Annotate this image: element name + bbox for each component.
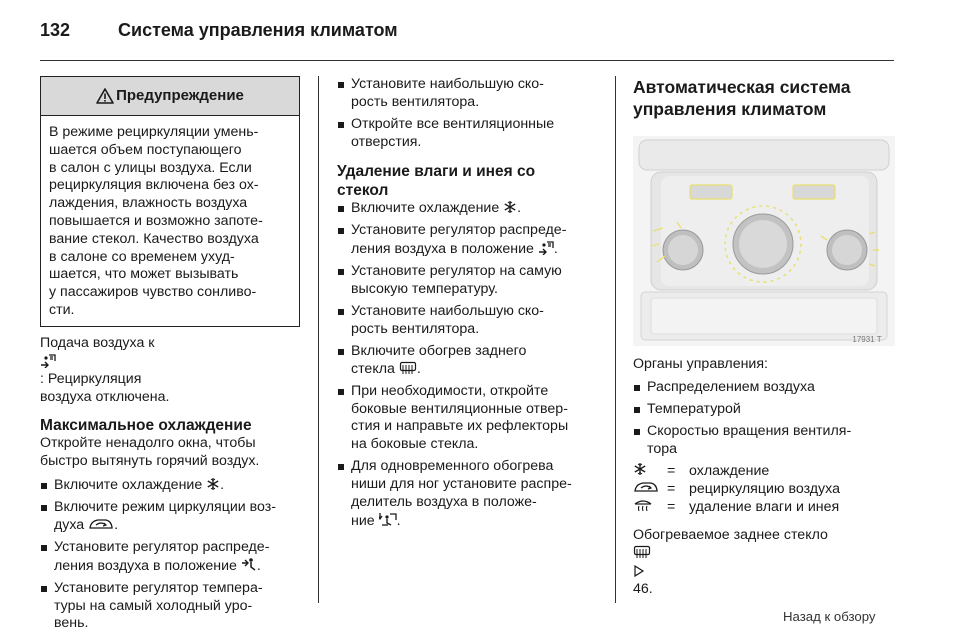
air-distribution-floor-windshield-icon bbox=[379, 512, 397, 527]
text-line: рециркуляция включена без ох- bbox=[49, 177, 259, 194]
list-item bbox=[633, 401, 895, 419]
page-title: Система управления климатом bbox=[118, 20, 398, 40]
legend-row bbox=[633, 481, 895, 499]
list-item bbox=[337, 76, 603, 112]
list-item bbox=[337, 263, 603, 299]
text-line: шается, что может вызывать bbox=[49, 266, 239, 283]
text-segment: ления воздуха в положение bbox=[54, 557, 241, 574]
list-item bbox=[337, 116, 603, 152]
text-segment: стекла bbox=[351, 360, 399, 377]
text-segment: Включите охлаждение bbox=[351, 199, 504, 216]
heading-line: Удаление влаги и инея со bbox=[337, 162, 536, 180]
list-item bbox=[40, 580, 304, 633]
legend-row bbox=[633, 463, 895, 481]
controls-label bbox=[633, 356, 895, 374]
recirculation-icon bbox=[88, 517, 114, 531]
text-line: повышается и возможно запоте- bbox=[49, 212, 263, 229]
text-line: Температурой bbox=[647, 400, 741, 417]
text-segment: духа bbox=[54, 516, 89, 533]
text-line: Распределением воздуха bbox=[647, 378, 815, 395]
list-item bbox=[633, 423, 895, 459]
text-line: Включите обогрев заднего bbox=[351, 342, 527, 359]
text-line: Установите регулятор распреде- bbox=[54, 538, 270, 555]
climate-control-panel-photo bbox=[633, 136, 895, 346]
warning-title: Предупреждение bbox=[116, 87, 244, 105]
text-segment: ние bbox=[351, 512, 379, 529]
text-line: рость вентилятора. bbox=[351, 93, 480, 110]
heading-line: Автоматическая система bbox=[633, 77, 851, 97]
rear-window-heater-icon bbox=[633, 545, 651, 559]
list-item: Включите режим циркуляции воз- духа . bbox=[40, 499, 304, 535]
text-line: высокую температуру. bbox=[351, 280, 498, 297]
text-line: При необходимости, откройте bbox=[351, 382, 549, 399]
air-distribution-face-icon bbox=[241, 557, 257, 572]
rear-window-heater-icon bbox=[399, 361, 417, 375]
max-cooling-heading: Максимальное охлаждение bbox=[40, 416, 252, 434]
text-line: Откройте все вентиляционные bbox=[351, 115, 555, 132]
controls-list bbox=[633, 379, 895, 459]
text-line: стия и направьте их рефлекторы bbox=[351, 418, 569, 435]
list-item: Включите охлаждение . bbox=[40, 477, 304, 495]
text-line: у пассажиров чувство сонливо- bbox=[49, 284, 257, 301]
column-divider bbox=[615, 76, 616, 603]
text-line: отверстия. bbox=[351, 133, 422, 150]
symbol-legend bbox=[633, 463, 895, 517]
text-line: боковые вентиляционные отвер- bbox=[351, 400, 568, 417]
heading-line: управления климатом bbox=[633, 99, 827, 119]
text-line: Органы управления: bbox=[633, 356, 768, 372]
list-item: Включите охлаждение . bbox=[337, 200, 603, 218]
text-line: Установите наибольшую ско- bbox=[351, 76, 544, 92]
text-line: вание стекол. Качество воздуха bbox=[49, 230, 259, 247]
text-line: шается объем поступающего bbox=[49, 141, 242, 158]
list-item bbox=[633, 379, 895, 397]
list-item: Установите регулятор распреде- ления воздуха в положение . bbox=[337, 222, 603, 259]
snowflake-icon bbox=[206, 477, 220, 491]
text-line: Скоростью вращения вентиля- bbox=[647, 423, 852, 440]
reference-arrow-icon bbox=[633, 565, 645, 577]
text-line: воздуха отключена. bbox=[40, 389, 170, 406]
text-line: сти. bbox=[49, 301, 75, 318]
recirculation-icon bbox=[633, 480, 659, 494]
legend-text: рециркуляцию воздуха bbox=[689, 481, 840, 498]
snowflake-icon bbox=[633, 462, 647, 476]
list-item bbox=[337, 383, 603, 454]
air-supply-note bbox=[40, 335, 304, 407]
text-line: рость вентилятора. bbox=[351, 320, 480, 337]
text-line: Установите регулятор распреде- bbox=[351, 221, 567, 238]
legend-text: удаление влаги и инея bbox=[689, 499, 840, 516]
text-line: лаждения, влажность воздуха bbox=[49, 195, 248, 212]
air-distribution-windshield-icon bbox=[40, 353, 56, 368]
warning-triangle-icon bbox=[96, 88, 114, 104]
warning-box bbox=[40, 76, 300, 327]
defog-heading bbox=[337, 162, 603, 200]
text-line: ниши для ног установите распре- bbox=[351, 476, 572, 493]
page-reference[interactable] bbox=[633, 563, 895, 599]
text-segment: ления воздуха в положение bbox=[351, 240, 538, 257]
header-divider bbox=[40, 60, 894, 61]
column-3 bbox=[633, 76, 895, 598]
text-line: в салоне со временем ухуд- bbox=[49, 248, 235, 265]
text-segment: Подача воздуха к bbox=[40, 334, 155, 351]
air-distribution-windshield-icon bbox=[538, 240, 554, 255]
rear-window-note bbox=[633, 527, 895, 598]
max-cooling-intro bbox=[40, 435, 304, 471]
list-item: Для одновременного обогрева ниши для ног установите распре- делитель воздуха в положе- ние . bbox=[337, 458, 603, 530]
photo-code: 17931 T bbox=[852, 335, 882, 344]
text-line: в салон с улицы воздуха. Если bbox=[49, 159, 252, 176]
heading-line: стекол bbox=[337, 181, 389, 199]
legend-text: охлаждение bbox=[689, 463, 770, 480]
list-item bbox=[337, 303, 603, 339]
text-segment: : Рециркуляция bbox=[40, 371, 142, 388]
text-line: быстро вытянуть горячий воздух. bbox=[40, 452, 260, 469]
legend-row bbox=[633, 499, 895, 517]
text-line: на боковые стекла. bbox=[351, 436, 479, 453]
text-line: Откройте ненадолго окна, чтобы bbox=[40, 434, 256, 451]
section-heading bbox=[633, 76, 895, 120]
text-line: В режиме рециркуляции умень- bbox=[49, 124, 259, 140]
legend-equals: = bbox=[667, 499, 676, 516]
legend-equals: = bbox=[667, 481, 676, 498]
text-line: туры на самый холодный уро- bbox=[54, 597, 253, 614]
max-cooling-steps bbox=[40, 477, 304, 634]
reference-page-number: 46. bbox=[633, 580, 653, 597]
text-line: вень. bbox=[54, 615, 89, 632]
text-line: тора bbox=[647, 440, 678, 457]
snowflake-icon bbox=[503, 200, 517, 214]
page-number: 132 bbox=[40, 20, 71, 40]
warning-text bbox=[41, 116, 299, 326]
text-line: Включите режим циркуляции воз- bbox=[54, 498, 276, 515]
warning-header bbox=[41, 77, 299, 116]
defrost-icon bbox=[633, 498, 653, 512]
text-segment: Включите охлаждение bbox=[54, 476, 207, 493]
list-item: Включите обогрев заднего стекла . bbox=[337, 343, 603, 379]
max-cooling-steps-cont bbox=[337, 76, 603, 152]
text-line: делитель воздуха в положе- bbox=[351, 493, 537, 510]
defog-steps bbox=[337, 200, 603, 531]
list-item: Установите регулятор распреде- ления воздуха в положение . bbox=[40, 539, 304, 576]
column-1 bbox=[40, 76, 304, 637]
text-line: Установите регулятор темпера- bbox=[54, 579, 263, 596]
text-segment: Обогреваемое заднее стекло bbox=[633, 527, 828, 544]
column-divider bbox=[318, 76, 319, 603]
text-line: Установите наибольшую ско- bbox=[351, 302, 544, 319]
legend-equals: = bbox=[667, 463, 676, 480]
column-2 bbox=[337, 76, 603, 535]
text-line: Установите регулятор на самую bbox=[351, 262, 562, 279]
text-line: Для одновременного обогрева bbox=[351, 458, 554, 475]
back-to-overview-link[interactable]: Назад к обзору bbox=[783, 609, 876, 624]
